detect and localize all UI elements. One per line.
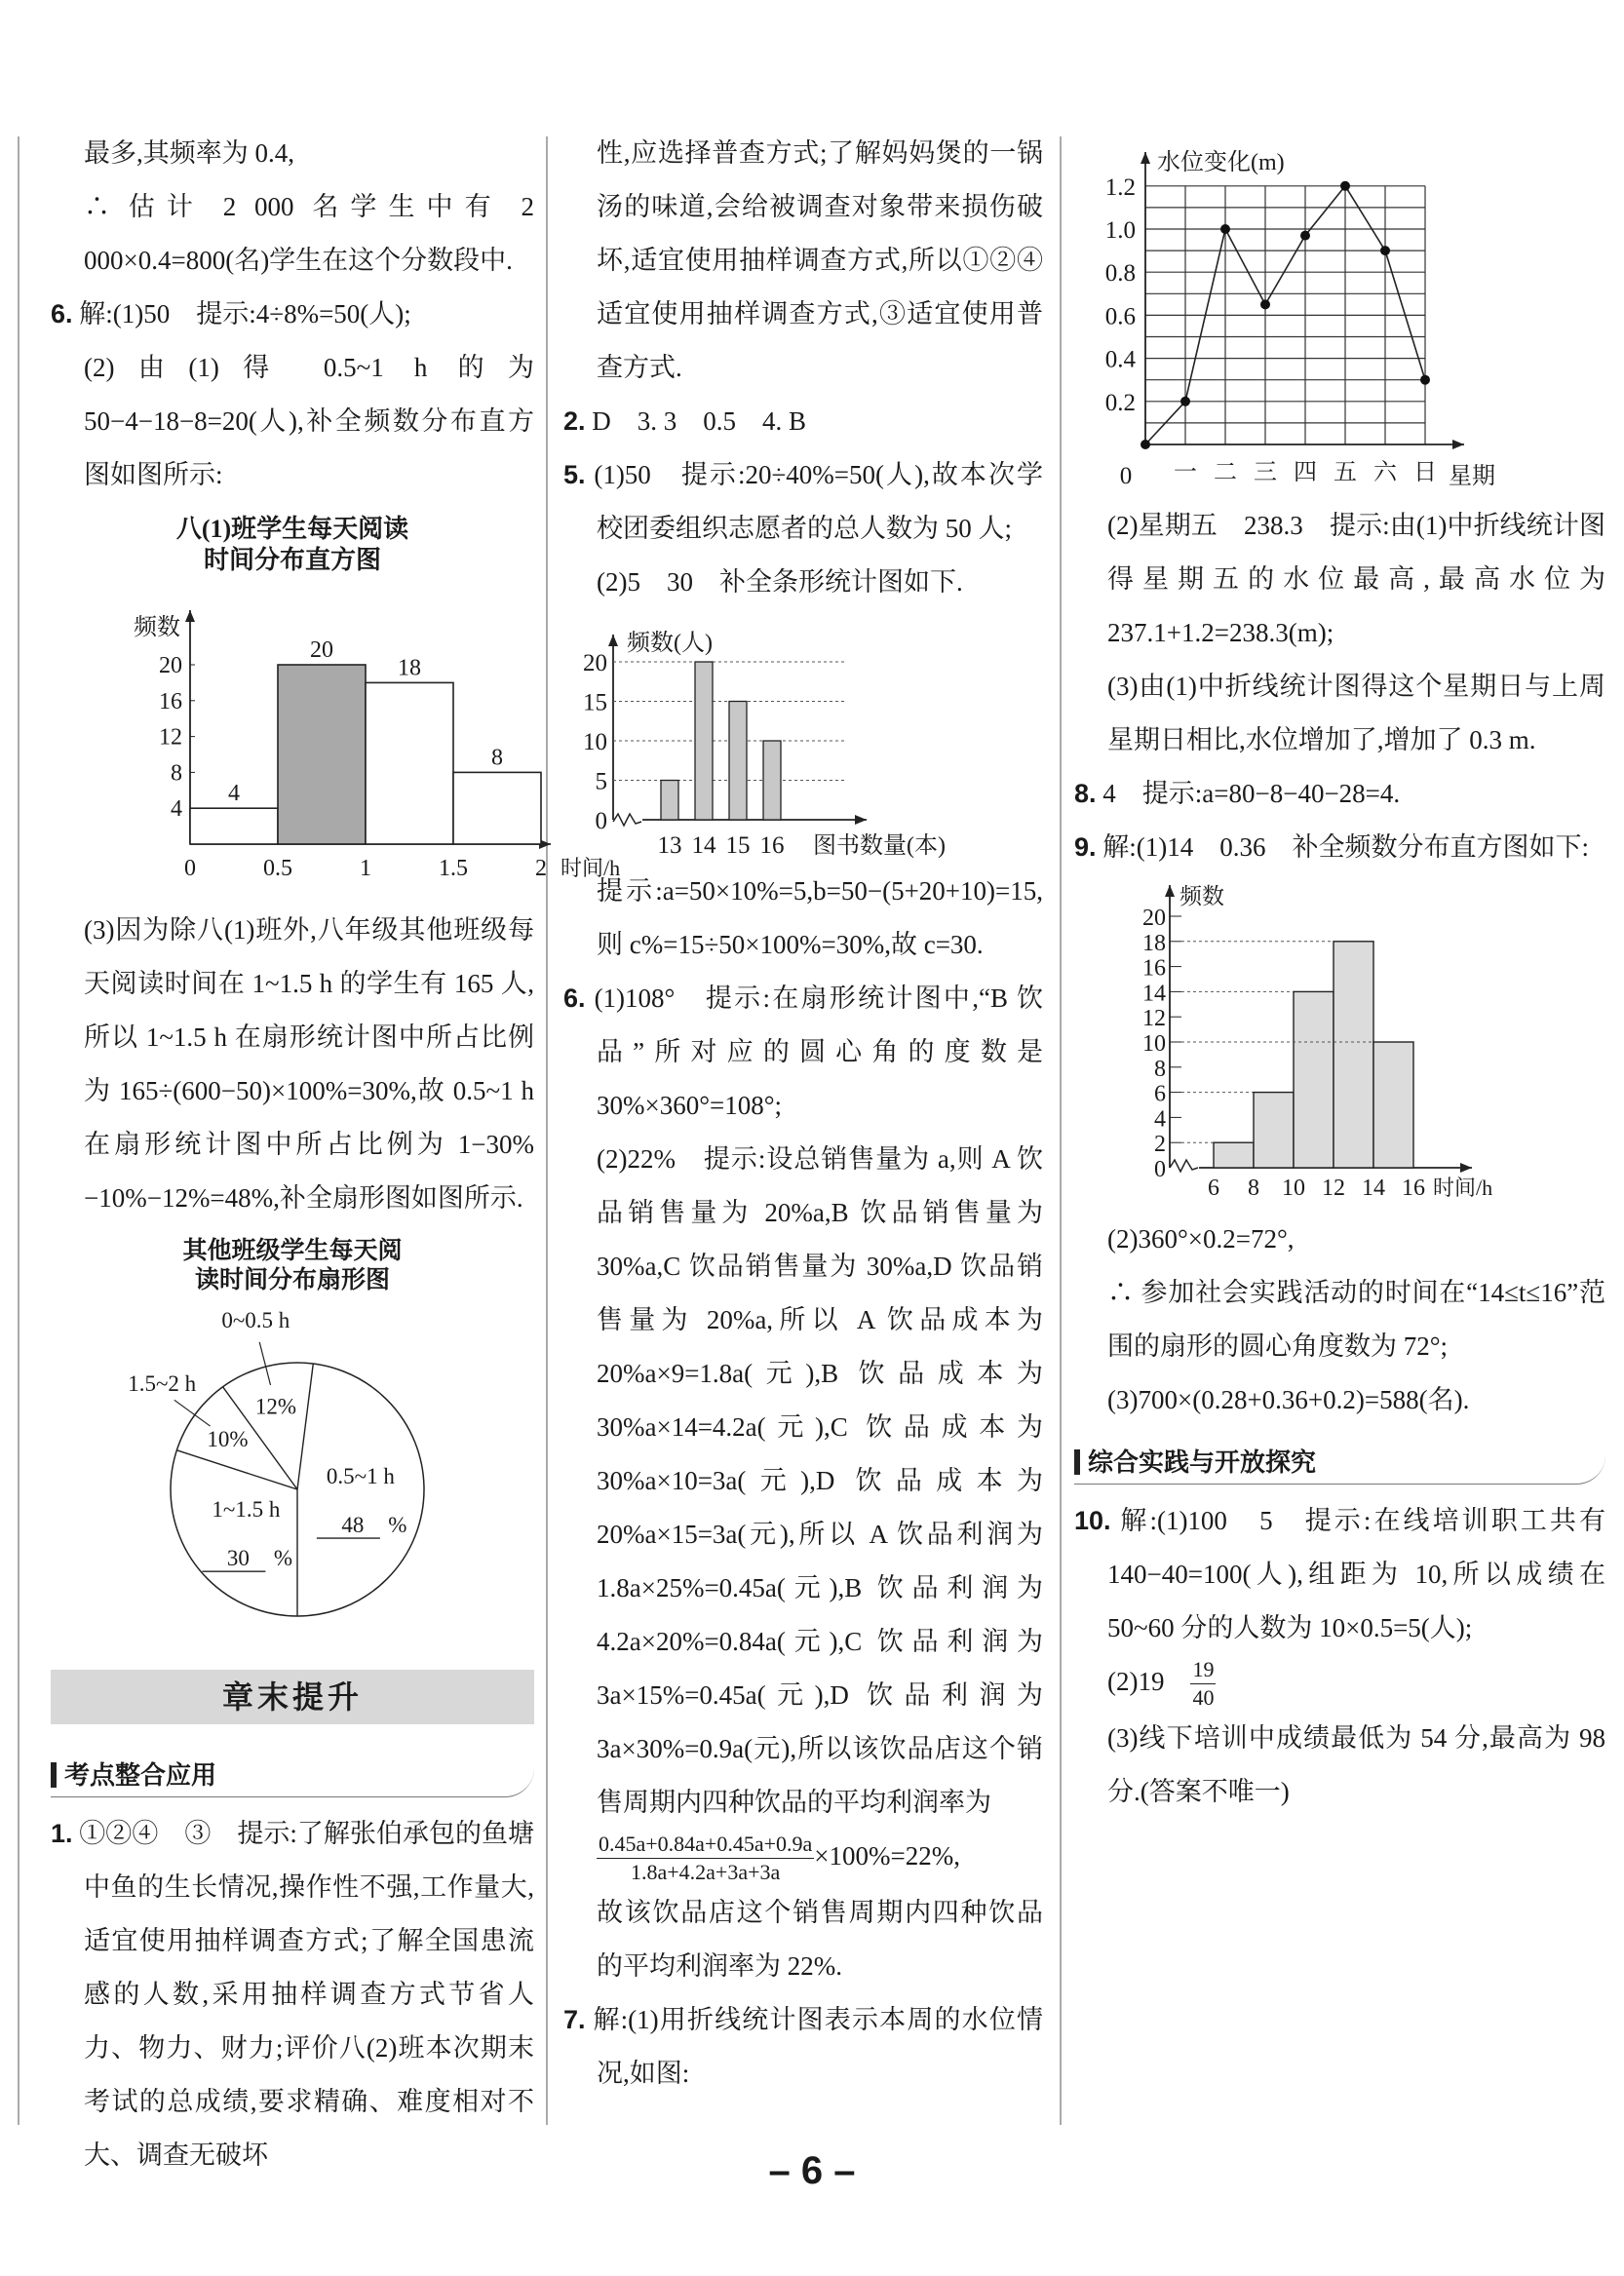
x-tick-label: 二 [1213,460,1237,485]
question-number: 8. [1074,779,1097,808]
bar-value-label: 8 [491,745,503,771]
answer-text: 最多,其频率为 0.4, [84,138,294,168]
fraction-line [563,1830,1043,1886]
bar [729,702,747,821]
pie-slice-label: 1~1.5 h [212,1497,281,1523]
y-tick-label: 4 [171,796,182,823]
fraction-line [1074,1655,1605,1712]
y-tick-label: 8 [171,760,182,787]
question-number: 9. [1074,832,1097,862]
answer-text: 解:(1)100 5 提示:在线培训职工共有 140−40=100(人),组距为 10,所以成绩在 50~60 分的人数为 10×0.5=5(人); [1107,1506,1605,1642]
data-point [1260,299,1270,309]
question-number: 5. [563,460,586,489]
question-number: 10. [1074,1506,1111,1535]
fraction-numerator: 19 [1190,1656,1216,1684]
pie-slice-label: 1.5~2 h [128,1371,197,1397]
left-column [51,127,621,2182]
right-column [1074,127,1605,1819]
chart-svg [88,1231,497,1631]
y-tick-label: 20 [1141,906,1166,931]
y-tick-label: 1.2 [1104,174,1136,201]
answer-text: D 3. 3 0.5 4. B [592,406,807,436]
answer-text: (2)由(1)得 0.5~1 h 的为 50−4−18−8=20(人),补全频数分布直方图如图所示: [84,353,534,489]
x-tick-label: 14 [691,832,716,859]
chart-title: 时间分布直方图 [203,546,382,574]
numbered-answer [563,395,1043,448]
answer-paragraph [563,556,1043,609]
column-divider [1060,136,1062,2125]
origin-label: 0 [1119,463,1132,489]
y-tick-label: 0.2 [1104,389,1136,416]
y-tick-label: 15 [583,689,607,716]
y-tick-label: 10 [1141,1031,1166,1057]
data-point [1141,440,1150,449]
answer-text: 解:(1)用折线统计图表示本周的水位情况,如图: [593,2005,1043,2089]
answer-text: (2)星期五 238.3 提示:由(1)中折线统计图得星期五的水位最高,最高水位为 237.1+1.2=238.3(m); [1107,511,1605,647]
fraction-numerator: 0.45a+0.84a+0.45a+0.9a [597,1831,814,1859]
histogram-bar [1294,991,1334,1168]
y-axis-arrow-icon [1165,885,1175,897]
answer-text: ∴ 估计 2 000 名学生中有 2 000×0.4=800(名)学生在这个分数段中. [84,192,534,275]
x-tick-label: 六 [1373,460,1397,485]
numbered-answer [51,288,534,341]
answer-text: (3)因为除八(1)班外,八年级其他班级每天阅读时间在 1~1.5 h 的学生有 165 人,所以 1~1.5 h 在扇形统计图中所占比例为 165÷(600−50)×100%=30%,故 0.5~1 h 在扇形统计图中所占比例为 1−30%−10%−12%=48%,补全扇形图如图所示. [84,915,534,1213]
chart-3 [1074,133,1605,493]
y-tick-label: 0.4 [1104,346,1136,373]
answer-text: (3)700×(0.28+0.36+0.2)=588(名). [1107,1385,1470,1414]
answer-paragraph [1074,1266,1605,1373]
numbered-answer [1074,767,1605,821]
histogram-bar [453,772,541,844]
chart-title: 读时间分布扇形图 [194,1267,391,1293]
y-axis-arrow-icon [608,635,618,646]
y-tick-label: 0 [1153,1157,1166,1182]
x-tick-label: 14 [1361,1176,1385,1201]
x-tick-label: 6 [1207,1176,1219,1201]
data-point [1420,375,1430,385]
column-divider [546,136,548,2125]
y-tick-label: 10 [583,729,607,755]
answer-paragraph [51,127,534,180]
y-tick-label: 0.8 [1104,260,1136,288]
chart-2 [563,615,1043,859]
y-tick-label: 0.6 [1104,303,1136,330]
y-tick-label: 5 [595,768,607,795]
chart-title: 八(1)班学生每天阅读 [175,515,409,543]
question-number: 1. [51,1819,73,1848]
bar-value-label: 20 [310,637,333,663]
chart-svg [1116,880,1565,1207]
answer-paragraph [1074,1712,1605,1819]
answer-paragraph [51,341,534,502]
numbered-answer [51,1807,534,2182]
y-tick-label: 12 [1141,1006,1166,1032]
answer-paragraph [563,1886,1043,1993]
fraction-suffix: ×100%=22%, [814,1841,960,1871]
answer-paragraph [563,127,1043,395]
pie-slice-label: 0.5~1 h [326,1464,395,1489]
y-tick-label: 20 [159,653,182,678]
answer-text: (3)由(1)中折线统计图得这个星期日与上周星期日相比,水位增加了,增加了 0.3 m. [1107,672,1605,754]
histogram-bar [1373,1042,1413,1168]
pie-slice-percent: 48 [341,1513,365,1538]
numbered-answer [563,1993,1043,2101]
histogram-bar [1214,1142,1254,1168]
data-point [1340,181,1350,191]
x-tick-label: 10 [1281,1176,1305,1201]
column-divider [18,136,19,2125]
section-heading: 综合实践与开放探究 [1074,1441,1605,1485]
answer-text: (2)360°×0.2=72°, [1107,1224,1295,1254]
numbered-answer [1074,1494,1605,1655]
axis-break-icon [613,814,641,826]
answer-text: (3)线下培训中成绩最低为 54 分,最高为 98 分.(答案不唯一) [1107,1723,1605,1807]
y-tick-label: 0 [595,808,607,834]
x-axis-label: 星期 [1448,464,1495,489]
bar-value-label: 18 [398,655,421,681]
answer-paragraph [563,1133,1043,1830]
x-tick-label: 8 [1247,1176,1259,1201]
x-tick-label: 五 [1333,460,1357,485]
answer-paragraph [1074,660,1605,767]
x-tick-label: 12 [1321,1176,1345,1201]
numbered-answer [1074,821,1605,874]
chart-svg [1077,133,1604,493]
y-tick-label: 18 [1141,930,1166,956]
y-tick-label: 2 [1153,1132,1166,1158]
bar [661,781,678,821]
x-tick-label: 16 [1401,1176,1425,1201]
histogram-bar [1334,942,1373,1168]
histogram-bar [1254,1093,1294,1168]
x-axis-arrow-icon [1460,1163,1472,1173]
answer-paragraph [51,904,534,1225]
x-tick-label: 16 [759,832,785,859]
x-tick-label: 0 [184,856,196,881]
y-tick-label: 16 [159,688,182,714]
chart-title: 其他班级学生每天阅 [182,1238,403,1264]
x-tick-label: 0.5 [263,856,292,881]
histogram-bar [366,682,453,844]
pie-slice-percent: 10% [207,1427,249,1452]
answer-paragraph [1074,499,1605,660]
answer-text: (2)22% 提示:设总销售量为 a,则 A 饮品销售量为 20%a,B 饮品销售量为 30%a,C 饮品销售量为 30%a,D 饮品销售量为 20%a,所以 A 饮品成本为 20%a×9=1.8a(元),B 饮品成本为 30%a×14=4.2a(元),C 饮品成本为 30%a×10=3a(元),D 饮品成本为 20%a×15=3a(元),所以 A 饮品利润为 1.8a×25%=0.45a(元),B 饮品利润为 4.2a×20%=0.84a(元),C 饮品利润为 3a×15%=0.45a(元),D 饮品利润为 3a×30%=0.9a(元),所以该饮品店这个销售周期内四种饮品的平均利润率为 [597,1144,1043,1817]
chart-1 [51,1231,534,1631]
bar-value-label: 4 [228,781,240,807]
x-tick-label: 日 [1412,460,1437,485]
x-tick-label: 1.5 [439,856,468,881]
y-tick-label: 14 [1141,981,1166,1007]
fraction-denominator: 40 [1192,1685,1215,1711]
data-point [1300,231,1310,241]
numbered-answer [563,972,1043,1133]
answer-text: 解:(1)50 提示:4÷8%=50(人); [79,299,411,328]
answer-text: 提示:a=50×10%=5,b=50−(5+20+10)=15,则 c%=15÷50×100%=30%,故 c=30. [597,876,1043,959]
answer-paragraph [51,180,534,288]
fraction [1190,1656,1216,1712]
x-axis-label: 图书数量(本) [813,833,946,859]
histogram-bar [190,808,278,844]
y-tick-label: 6 [1153,1081,1166,1107]
answer-text: 4 提示:a=80−8−40−28=4. [1102,779,1401,808]
axis-break-icon [1170,1160,1198,1172]
pie-slice-percent: 12% [254,1394,297,1419]
answer-text: ①②④ ③ 提示:了解张伯承包的鱼塘中鱼的生长情况,操作性不强,工作量大,适宜使用抽样调查方式;了解全国患流感的人数,采用抽样调查方式节省人力、物力、财力;评价八(2)班本次期末考试的总成绩,要求精确、难度相对不大、调查无破坏 [79,1819,534,2170]
answer-text: (1)50 提示:20÷40%=50(人),故本次学校团委组织志愿者的总人数为 50 人; [594,460,1043,543]
data-point [1380,246,1390,255]
x-tick-label: 三 [1253,460,1277,485]
answer-text: 故该饮品店这个销售周期内四种饮品的平均利润率为 22%. [597,1898,1043,1982]
x-axis-arrow-icon [1452,440,1464,449]
question-number: 7. [563,2005,586,2035]
bar [763,741,781,820]
fraction-prefix: (2)19 [1107,1667,1191,1696]
page-number: – 6 – [768,2149,856,2192]
x-axis-label: 时间/h [1432,1176,1492,1200]
question-number: 2. [563,406,586,436]
data-point [1220,224,1230,234]
y-tick-label: 12 [159,724,182,751]
x-axis-arrow-icon [855,815,867,825]
fraction [597,1831,814,1886]
middle-column [563,127,1043,2101]
pie-percent-sign: % [388,1513,407,1538]
x-tick-label: 2 [535,856,547,881]
answer-paragraph [1074,1213,1605,1266]
answer-text: 性,应选择普查方式;了解妈妈煲的一锅汤的味道,会给被调查对象带来损伤破坏,适宜使用抽样调查方式,所以①②④适宜使用抽样调查方式,③适宜使用普查方式. [597,138,1043,382]
y-axis-arrow-icon [1141,152,1150,164]
x-tick-label: 四 [1293,460,1317,485]
answer-text: (2)5 30 补全条形统计图如下. [597,567,963,597]
y-axis-label: 水位变化(m) [1156,150,1285,175]
answer-text: ∴ 参加社会实践活动的时间在“14≤t≤16”范围的扇形的圆心角度数为 72°; [1107,1278,1605,1361]
y-axis-arrow-icon [185,610,195,622]
y-tick-label: 8 [1153,1056,1166,1082]
section-heading: 考点整合应用 [51,1754,534,1797]
answer-text: 解:(1)14 0.36 补全频数分布直方图如下: [1102,832,1590,862]
question-number: 6. [51,299,73,328]
pie-slice-label: 0~0.5 h [221,1307,290,1332]
chapter-banner: 章末提升 [51,1670,534,1724]
y-tick-label: 1.0 [1104,217,1136,244]
pie-percent-sign: % [273,1546,292,1571]
answer-paragraph [1074,1373,1605,1427]
answer-paragraph [563,865,1043,972]
answer-text: (1)108° 提示:在扇形统计图中,“B 饮品”所对应的圆心角的度数是 30%×360°=108°; [594,984,1043,1120]
y-axis-label: 频数 [134,615,180,640]
data-point [1180,397,1190,406]
y-tick-label: 16 [1141,955,1166,982]
x-tick-label: 15 [725,832,751,859]
bar [695,662,713,820]
y-axis-label: 频数 [1179,884,1224,908]
y-tick-label: 4 [1153,1106,1166,1133]
numbered-answer [563,448,1043,556]
x-tick-label: 一 [1173,460,1197,485]
chart-svg [564,615,1042,859]
y-axis-label: 频数(人) [627,631,713,656]
x-tick-label: 13 [657,832,682,859]
fraction-denominator: 1.8a+4.2a+3a+3a [631,1860,781,1885]
chart-4 [1074,880,1605,1207]
x-tick-label: 1 [360,856,371,881]
x-axis-label: 时间/h [561,856,621,880]
histogram-bar [278,665,366,844]
y-tick-label: 20 [583,650,607,676]
question-number: 6. [563,984,586,1013]
pie-slice-percent: 30 [226,1546,250,1571]
